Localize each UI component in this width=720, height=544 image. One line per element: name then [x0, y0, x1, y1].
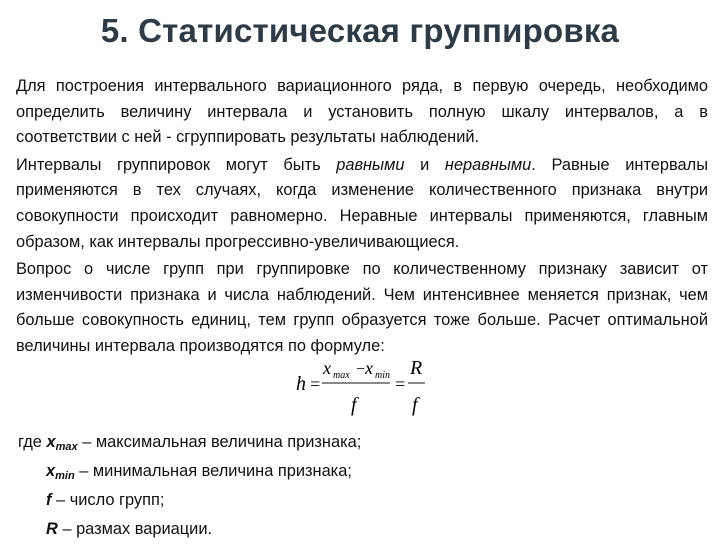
formula-eq1: =: [309, 374, 322, 394]
text-span: и: [404, 155, 445, 174]
definition-text: – размах вариации.: [57, 520, 213, 538]
formula-f2: f: [412, 394, 418, 416]
paragraph-group-count: Вопрос о числе групп при группировке по количественному признаку зависит от изменчивости признака и числа наблюдений. Чем интенсивнее меняется признак, чем больше совокупность единиц, тем групп образуется тоже больше. Расчет оптимальной величины интервала производятся по формуле:: [16, 260, 708, 355]
definition-text: – минимальная величина признака;: [74, 462, 352, 480]
interval-formula: [290, 355, 440, 425]
definition-xmin: [18, 457, 698, 486]
formula-minus: −: [355, 361, 366, 378]
term-equal: равными: [336, 155, 405, 174]
formula-xmin: x: [365, 358, 373, 378]
main-content: [16, 74, 708, 362]
formula-svg: [290, 355, 440, 425]
symbol-subscript: min: [55, 470, 75, 482]
symbol-f: f: [46, 491, 52, 509]
formula-f1: f: [351, 394, 357, 416]
page-title: 5. Статистическая группировка: [100, 12, 620, 49]
formula-R: R: [410, 357, 423, 379]
formula-sub-max: max: [333, 370, 350, 381]
formula-xmax: x: [323, 358, 331, 378]
formula-eq2: =: [394, 374, 407, 394]
symbol-subscript: max: [55, 441, 78, 453]
definition-f: [18, 486, 698, 515]
term-unequal: неравными: [444, 155, 532, 174]
symbol-R: R: [46, 520, 58, 538]
paragraph-interval-types: [16, 153, 708, 255]
text-span: . Равные интервалы применяются в тех случаях, когда изменение количественного признака внутри совокупности происходит равномерно. Неравные интервалы применяются, главным образом, как интервалы прогрессивно-увеличивающиеся.: [16, 155, 709, 251]
formula-h: h: [296, 373, 306, 395]
definitions-list: [18, 428, 698, 544]
definition-xmax: [18, 428, 698, 457]
symbol-x: x: [46, 462, 56, 480]
symbol-x: x: [46, 433, 56, 451]
formula-sub-min: min: [375, 370, 390, 381]
paragraph-intro: Для построения интервального вариационного ряда, в первую очередь, необходимо определить величину интервала и установить полную шкалу интервалов, а в соответствии с ней - сгруппировать результаты наблюдений.: [16, 77, 708, 147]
definition-text: – максимальная величина признака;: [77, 433, 362, 451]
definition-text: – число групп;: [51, 491, 165, 509]
text-span: Интервалы группировок могут быть: [16, 155, 337, 174]
definition-prefix: где: [18, 433, 47, 451]
